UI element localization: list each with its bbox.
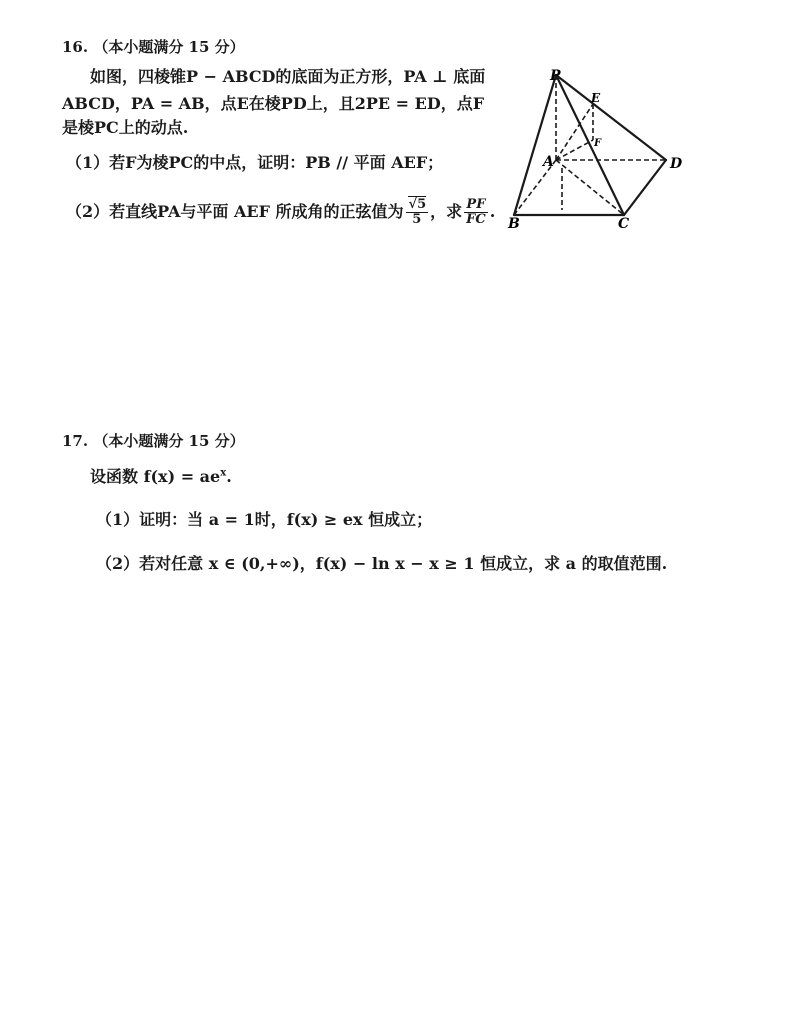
q16-line2: ABCD，PA = AB，点E在棱PD上，且2PE = ED，点F [62,94,485,113]
q16-frac2-num: PF [464,198,488,213]
q17-line1 [90,464,232,487]
seg-AC [556,160,624,215]
q16-part2-end: . [489,202,496,221]
q16-header: 16. （本小题满分 15 分） [62,38,245,56]
q17-line1-end: . [226,467,232,486]
q17-part2: （2）若对任意 x ∈ (0,+∞)，f(x) − ln x − x ≥ 1 恒成立，求 a 的取值范围. [96,554,668,573]
edge-PB [514,75,556,215]
q16-frac1 [406,198,429,227]
q16-line3: 是棱PC上的动点. [62,118,189,137]
q16-part2-mid: ，求 [430,202,463,221]
q17-part1: （1）证明：当 a = 1时，f(x) ≥ ex 恒成立； [96,510,433,529]
label-F: F [594,138,602,149]
edge-PD [556,75,666,160]
q16-part2-pre: （2）若直线PA与平面 AEF 所成角的正弦值为 [66,202,404,221]
label-B: B [508,216,520,232]
q17-line1-text: 设函数 f(x) = ae [90,467,221,486]
label-A: A [543,154,554,170]
label-C: C [618,216,630,232]
q17-header: 17. （本小题满分 15 分） [62,432,245,450]
q16-part1: （1）若F为棱PC的中点，证明：PB // 平面 AEF； [66,153,444,172]
seg-AF [556,140,593,160]
label-E: E [591,91,601,105]
label-P: P [550,68,561,84]
q16-part2 [66,198,495,227]
q16-frac1-den: 5 [412,212,422,227]
pyramid-figure [500,60,700,240]
edge-CD [624,160,666,215]
q17-line1-sup: x [220,467,227,479]
q16-frac2-den: FC [466,212,486,227]
label-D: D [670,156,683,172]
q16-line1: 如图，四棱锥P − ABCD的底面为正方形，PA ⊥ 底面 [90,67,486,86]
q16-frac1-num: √5 [408,197,427,212]
q16-frac2 [464,198,488,227]
